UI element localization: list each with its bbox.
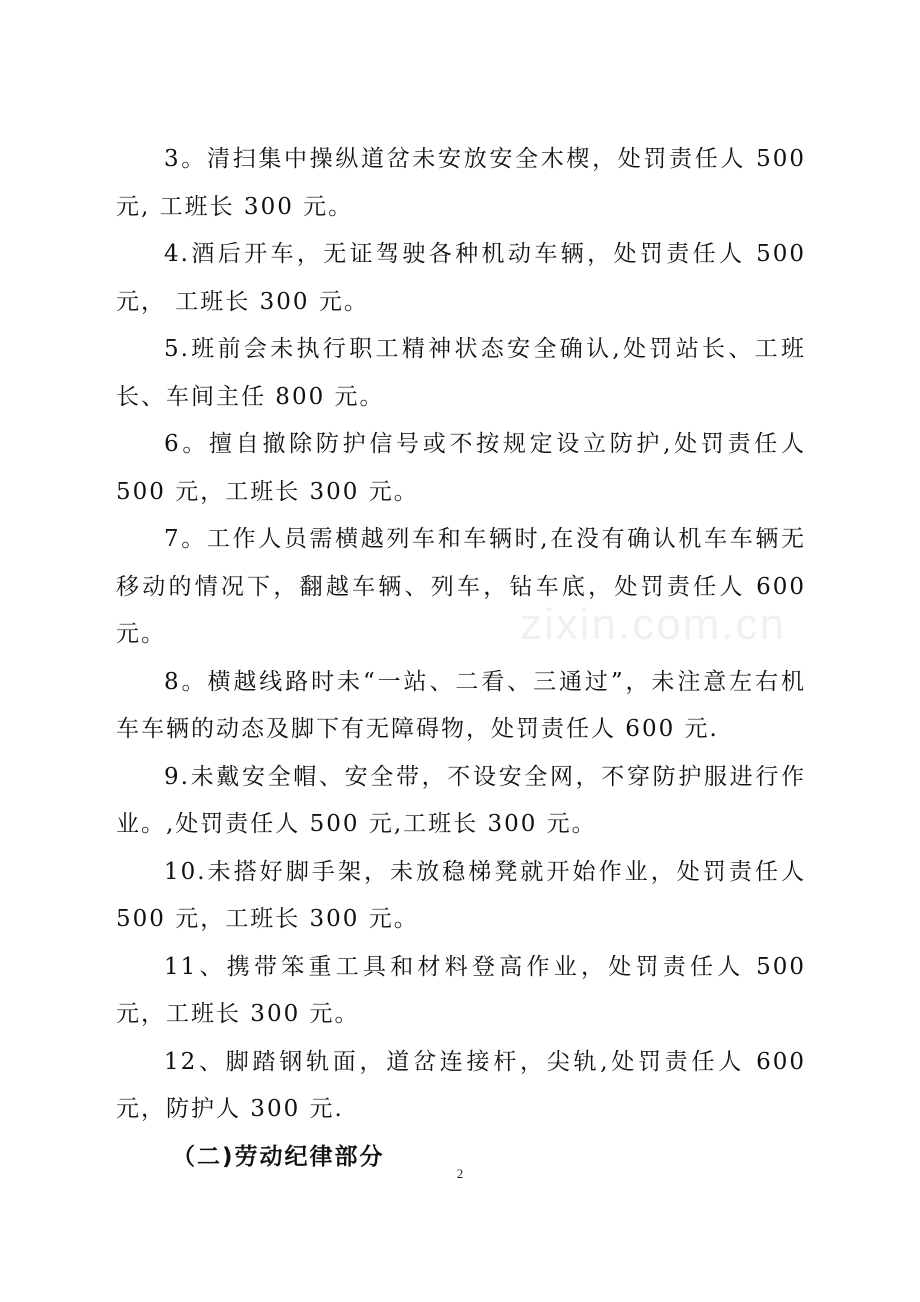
rule-paragraph-8: 8。横越线路时未“一站、二看、三通过”，未注意左右机车车辆的动态及脚下有无障碍物，处罚责任人 600 元. [116,668,806,742]
section-heading: （二)劳动纪律部分 [172,1143,385,1170]
watermark: zixin.com.cn [520,600,787,649]
page-number: 2 [456,1166,464,1181]
rule-paragraph-5: 5.班前会未执行职工精神状态安全确认,处罚站长、工班长、车间主任 800 元。 [116,336,806,410]
rule-paragraph-9: 9.未戴安全帽、安全带，不设安全网，不穿防护服进行作业。,处罚责任人 500 元,工班长 300 元。 [116,763,806,837]
rule-paragraph-10: 10.未搭好脚手架，未放稳梯凳就开始作业，处罚责任人 500 元，工班长 300 元。 [116,858,806,932]
rule-paragraph-4: 4.酒后开车，无证驾驶各种机动车辆，处罚责任人 500 元， 工班长 300 元。 [116,241,806,315]
rule-paragraph-6: 6。擅自撤除防护信号或不按规定设立防护,处罚责任人 500 元，工班长 300 元。 [116,431,806,505]
rule-paragraph-7: 7。工作人员需横越列车和车辆时,在没有确认机车车辆无移动的情况下，翻越车辆、列车，钻车底，处罚责任人 600 元。 [116,526,806,647]
rule-paragraph-12: 12、脚踏钢轨面，道岔连接杆，尖轨,处罚责任人 600 元，防护人 300 元. [116,1048,806,1122]
rule-paragraph-11: 11、携带笨重工具和材料登高作业，处罚责任人 500 元，工班长 300 元。 [116,953,806,1027]
rule-paragraph-3: 3。清扫集中操纵道岔未安放安全木楔，处罚责任人 500 元, 工班长 300 元。 [116,146,806,220]
document-body [116,136,806,1181]
